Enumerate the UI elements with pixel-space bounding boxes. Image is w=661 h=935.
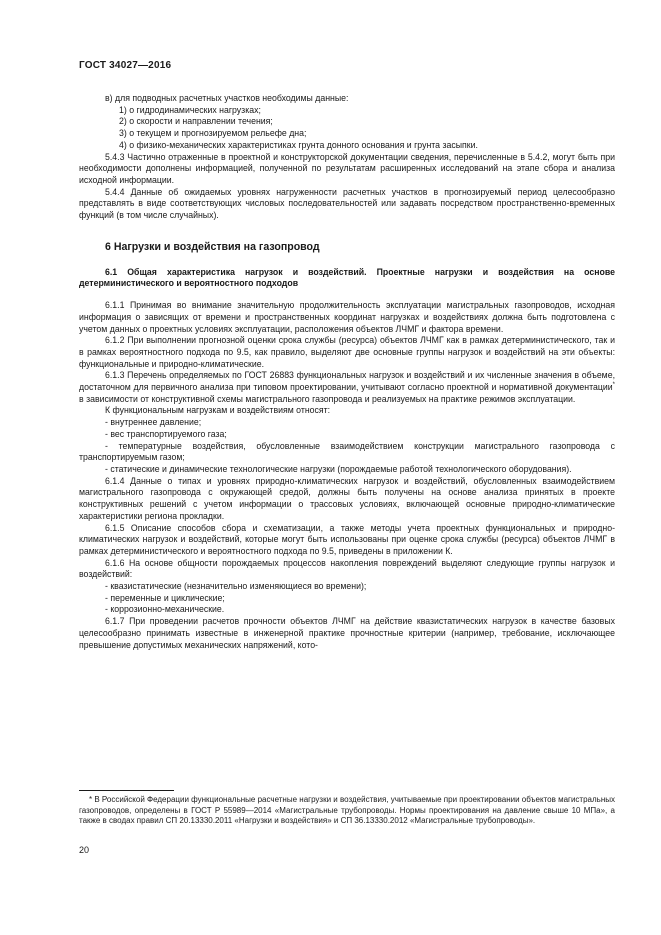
page-number: 20 [79, 845, 90, 855]
paragraph-6-1-3-part-b: в зависимости от конструктивной схемы магистрального газопровода и реализуемых на практике режимов эксплуатации. [79, 393, 576, 404]
paragraph-5-4-3: 5.4.3 Частично отраженные в проектной и конструкторской документации сведения, перечисленные в 5.4.2, могут быть при необходимости дополнены информацией, полученной по результатам расширенных исследований на этапе сбора и анализа исходной информации. [79, 151, 615, 185]
subsection-6-1-title: 6.1 Общая характеристика нагрузок и воздействий. Проектные нагрузки и воздействия на основе детерминистического и вероятностного подходов [79, 266, 615, 289]
footnote: * В Российской Федерации функциональные расчетные нагрузки и воздействия, учитываемые при проектировании объектов магистральных газопроводов, определены в ГОСТ Р 55989—2014 «Магистральные трубопроводы. Нормы проектирования на давление свыше 10 МПа», а также в сводах правил СП 20.13330.2011 «Нагрузки и воздействия» и СП 36.13330.2012 «Магистральные трубопроводы». [79, 795, 615, 826]
functional-intro: К функциональным нагрузкам и воздействиям относят: [105, 405, 331, 416]
list-item: - внутреннее давление; [105, 417, 202, 428]
list-item: - коррозионно-механические. [105, 604, 225, 615]
sub-item: 2) о скорости и направлении течения; [119, 116, 273, 127]
list-item: - квазистатические (незначительно изменяющиеся во времени); [105, 581, 367, 592]
footnote-divider [79, 790, 174, 791]
list-item: - статические и динамические технологические нагрузки (порождаемые работой технологического оборудования). [105, 463, 572, 474]
paragraph-6-1-1: 6.1.1 Принимая во внимание значительную продолжительность эксплуатации магистральных газопроводов, исходная информация о зависящих от времени и пространственных координат нагрузках и воздействиях должна быть подготовлена с учетом данных о проектных условиях эксплуатации, расположения объектов ЛЧМГ и фактора времени. [79, 300, 615, 334]
item-v: в) для подводных расчетных участков необходимы данные: [105, 93, 349, 103]
list-item: - вес транспортируемого газа; [105, 428, 227, 439]
list-item: - переменные и циклические; [105, 592, 225, 603]
paragraph-6-1-3-part-a: 6.1.3 Перечень определяемых по ГОСТ 26883 функциональных нагрузок и воздействий и их численные значения в объеме, достаточном для первичного анализа при типовом проектировании, учитывают согласно проектной и нормативной документации [79, 370, 615, 393]
sub-item: 1) о гидродинамических нагрузках; [119, 104, 261, 115]
paragraph-6-1-4: 6.1.4 Данные о типах и уровнях природно-климатических нагрузок и воздействий, обусловленных взаимодействием магистрального газопровода с окружающей средой, должны быть получены на основе анализа принятых в проекте конструктивных решений с учетом информации о трассовых условиях, включающей основные природно-климатические характеристики региона прокладки. [79, 475, 615, 521]
list-item: - температурные воздействия, обусловленные взаимодействием конструкции магистрального газопровода с транспортируемым газом; [79, 440, 615, 463]
document-code-header: ГОСТ 34027—2016 [79, 60, 172, 71]
paragraph-6-1-6: 6.1.6 На основе общности порождаемых процессов накопления повреждений выделяют следующие группы нагрузок и воздействий: [79, 557, 615, 580]
paragraph-5-4-4: 5.4.4 Данные об ожидаемых уровнях нагруженности расчетных участков в прогнозируемый период целесообразно представлять в виде соответствующих числовых последовательностей или задавать посредством пространственно-временных функций (в том числе случайных). [79, 186, 615, 221]
paragraph-6-1-3 [79, 370, 615, 405]
sub-item: 4) о физико-механических характеристиках грунта донного основания и грунта засыпки. [119, 139, 478, 150]
footnote-mark: * [612, 382, 615, 389]
paragraph-6-1-7: 6.1.7 При проведении расчетов прочности объектов ЛЧМГ на действие квазистатических нагрузок в качестве базовых целесообразно принимать известные в инженерной практике прочностные критерии (например, требование, исключающее превышение допустимых механических напряжений, кото- [79, 616, 615, 650]
section-6-title: 6 Нагрузки и воздействия на газопровод [105, 240, 320, 253]
sub-item: 3) о текущем и прогнозируемом рельефе дна; [119, 128, 307, 139]
paragraph-6-1-5: 6.1.5 Описание способов сбора и схематизации, а также методы учета проектных функциональных и природно-климатических нагрузок и воздействий, которые могут быть использованы при оценке срока службы (ресурса) объектов ЛЧМГ в рамках детерминистического и вероятностного подхода по 9.5, приведены в приложении К. [79, 522, 615, 556]
body-text [79, 93, 615, 651]
paragraph-6-1-2: 6.1.2 При выполнении прогнозной оценки срока службы (ресурса) объектов ЛЧМГ как в рамках детерминистического, так и в рамках вероятностного подхода по 9.5, как правило, выделяют две основные группы нагрузок и воздействий на эти объекты: функциональные и природно-климатические. [79, 335, 615, 369]
